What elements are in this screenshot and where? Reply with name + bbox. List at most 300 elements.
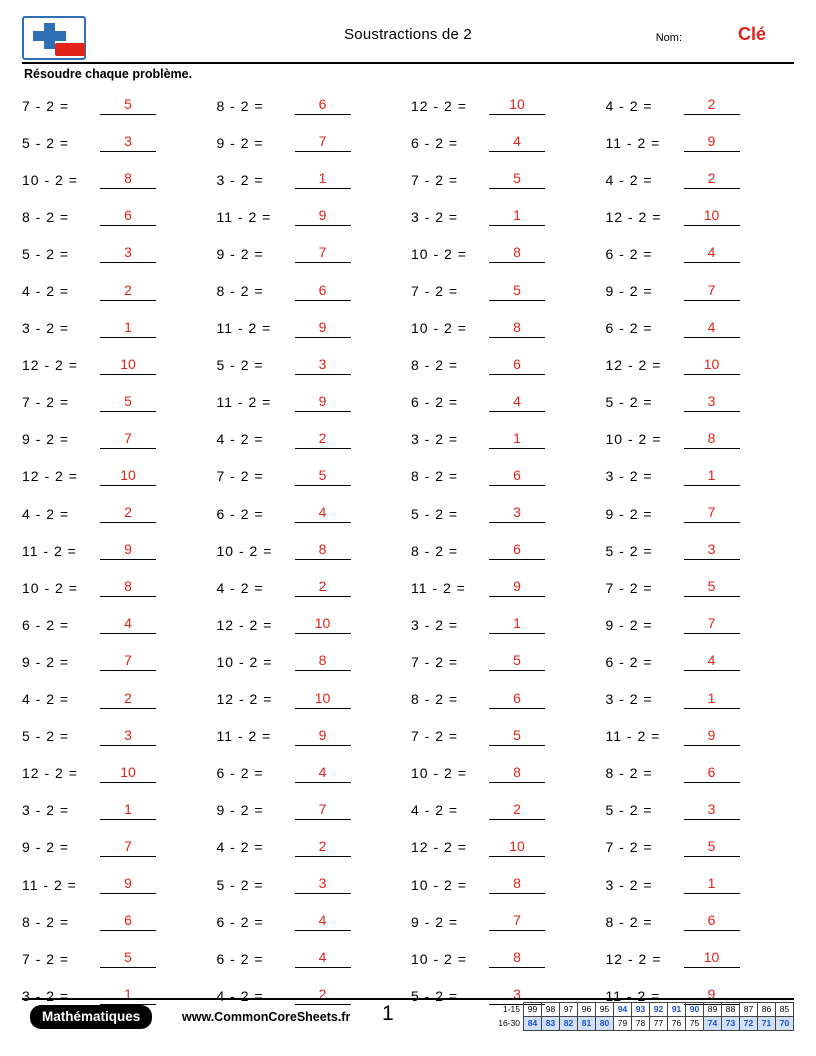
answer-blank[interactable]: 10 [100,467,156,486]
answer-blank[interactable]: 5 [100,949,156,968]
problem-expression: 10 - 2 = [411,950,467,967]
problem-item [411,866,600,903]
answer-blank[interactable]: 8 [100,578,156,597]
problem-item [411,903,600,940]
answer-blank[interactable]: 9 [489,578,545,597]
answer-blank[interactable]: 4 [295,949,351,968]
problem-expression: 10 - 2 = [411,320,467,337]
problem-item [217,87,406,124]
answer-blank[interactable]: 6 [489,356,545,375]
problem-expression: 3 - 2 = [411,616,459,633]
score-cell: 97 [560,1003,578,1017]
score-cell: 86 [758,1003,776,1017]
answer-blank[interactable]: 10 [295,615,351,634]
answer-blank[interactable]: 1 [684,467,740,486]
problem-item [22,903,211,940]
problem-expression: 8 - 2 = [22,208,70,225]
score-cell: 96 [578,1003,596,1017]
problem-item [217,235,406,272]
problem-item [411,235,600,272]
problem-expression: 7 - 2 = [22,97,70,114]
problem-expression: 6 - 2 = [605,320,653,337]
score-cell: 92 [650,1003,668,1017]
problem-expression: 12 - 2 = [216,691,273,708]
problem-item [411,681,600,718]
answer-blank[interactable]: 6 [489,541,545,560]
score-cell: 90 [686,1003,704,1017]
answer-blank[interactable]: 9 [684,986,740,1005]
answer-blank[interactable]: 8 [489,875,545,894]
answer-blank[interactable]: 7 [684,282,740,301]
name-value: Clé [737,24,766,44]
problem-item [411,940,600,977]
answer-blank[interactable]: 3 [100,727,156,746]
problem-item [411,643,600,680]
problem-expression: 3 - 2 = [605,691,653,708]
problem-expression: 11 - 2 = [216,208,272,225]
problem-item [411,421,600,458]
answer-blank[interactable]: 5 [684,838,740,857]
answer-blank[interactable]: 7 [295,801,351,820]
answer-blank[interactable]: 3 [100,133,156,152]
problem-expression: 3 - 2 = [411,208,459,225]
answer-blank[interactable]: 8 [100,170,156,189]
answer-blank[interactable]: 3 [295,875,351,894]
answer-blank[interactable]: 5 [489,170,545,189]
page-title: Soustractions de 2 [344,26,472,43]
problem-item [22,643,211,680]
answer-blank[interactable]: 1 [489,207,545,226]
problem-expression: 12 - 2 = [22,357,78,374]
problem-item [22,792,211,829]
answer-blank[interactable]: 7 [684,504,740,523]
answer-blank[interactable]: 8 [489,764,545,783]
answer-blank[interactable]: 8 [489,244,545,263]
answer-blank[interactable]: 4 [295,912,351,931]
answer-blank[interactable]: 10 [684,356,740,375]
score-cell: 75 [686,1017,704,1031]
answer-blank[interactable]: 9 [100,875,156,894]
answer-blank[interactable]: 8 [489,319,545,338]
answer-blank[interactable]: 7 [295,244,351,263]
problem-expression: 7 - 2 = [411,728,459,745]
answer-blank[interactable]: 10 [489,96,545,115]
problem-item [606,829,795,866]
problem-expression: 11 - 2 = [22,542,77,559]
answer-blank[interactable]: 2 [295,430,351,449]
problem-expression: 7 - 2 = [411,171,459,188]
problem-expression: 11 - 2 = [216,320,272,337]
answer-blank[interactable]: 10 [684,207,740,226]
problem-item [411,755,600,792]
problem-item [606,310,795,347]
answer-blank[interactable]: 4 [295,764,351,783]
problem-item [22,718,211,755]
problem-item [217,458,406,495]
problem-expression: 4 - 2 = [605,97,653,114]
answer-blank[interactable]: 9 [295,319,351,338]
score-cell: 87 [740,1003,758,1017]
answer-blank[interactable]: 1 [489,430,545,449]
problem-item [606,458,795,495]
problem-expression: 9 - 2 = [411,913,459,930]
problem-item [606,606,795,643]
problem-expression: 12 - 2 = [605,208,662,225]
problem-expression: 3 - 2 = [22,802,70,819]
problem-item [411,532,600,569]
problem-expression: 5 - 2 = [411,987,459,1004]
problem-expression: 6 - 2 = [411,134,459,151]
problem-expression: 4 - 2 = [22,691,70,708]
answer-blank[interactable]: 9 [100,541,156,560]
problem-expression: 12 - 2 = [411,839,467,856]
problem-expression: 10 - 2 = [216,542,273,559]
problem-expression: 8 - 2 = [216,283,264,300]
problem-item [22,569,211,606]
problem-item [606,198,795,235]
problem-expression: 4 - 2 = [216,431,264,448]
answer-blank[interactable]: 7 [100,838,156,857]
answer-blank[interactable]: 7 [684,615,740,634]
score-cell: 84 [524,1017,542,1031]
answer-blank[interactable]: 5 [489,652,545,671]
problem-item [606,755,795,792]
problem-expression: 6 - 2 = [216,765,264,782]
score-cell: 82 [560,1017,578,1031]
problem-expression: 7 - 2 = [605,579,653,596]
problem-item [411,347,600,384]
answer-blank[interactable]: 7 [489,912,545,931]
answer-blank[interactable]: 1 [489,615,545,634]
problem-item [606,124,795,161]
problem-expression: 9 - 2 = [216,245,264,262]
answer-blank[interactable]: 1 [684,875,740,894]
problem-item [22,606,211,643]
score-cell: 88 [722,1003,740,1017]
score-cell: 72 [740,1017,758,1031]
problem-expression: 9 - 2 = [216,802,264,819]
answer-blank[interactable]: 9 [295,393,351,412]
problem-expression: 7 - 2 = [411,653,459,670]
problem-item [217,272,406,309]
problem-expression: 4 - 2 = [216,579,264,596]
answer-blank[interactable]: 4 [489,133,545,152]
problem-item [411,792,600,829]
answer-blank[interactable]: 6 [684,912,740,931]
problem-expression: 9 - 2 = [605,283,653,300]
problem-item [606,87,795,124]
answer-blank[interactable]: 2 [295,838,351,857]
answer-blank[interactable]: 3 [684,393,740,412]
answer-blank[interactable]: 1 [295,170,351,189]
score-row-label: 1-15 [502,1004,520,1014]
answer-blank[interactable]: 3 [489,504,545,523]
problem-expression: 12 - 2 = [411,97,467,114]
problem-item [217,569,406,606]
problem-expression: 10 - 2 = [411,765,467,782]
problem-item [217,198,406,235]
score-cell: 73 [722,1017,740,1031]
answer-blank[interactable]: 4 [100,615,156,634]
answer-blank[interactable]: 1 [100,319,156,338]
problem-item [217,718,406,755]
problem-expression: 10 - 2 = [411,245,467,262]
problem-expression: 7 - 2 = [22,394,70,411]
problem-item [22,421,211,458]
problem-item [217,384,406,421]
answer-blank[interactable]: 2 [100,690,156,709]
answer-blank[interactable]: 6 [100,912,156,931]
problem-item [411,198,600,235]
problem-item [22,272,211,309]
answer-blank[interactable]: 7 [100,652,156,671]
problem-item [22,310,211,347]
score-cell: 85 [776,1003,794,1017]
answer-blank[interactable]: 4 [684,319,740,338]
problem-item [411,606,600,643]
problem-expression: 11 - 2 = [216,394,272,411]
problem-item [217,124,406,161]
problem-expression: 5 - 2 = [605,542,653,559]
answer-blank[interactable]: 5 [100,393,156,412]
answer-blank[interactable]: 10 [684,949,740,968]
answer-blank[interactable]: 3 [684,801,740,820]
answer-blank[interactable]: 6 [295,282,351,301]
problem-item [217,829,406,866]
answer-blank[interactable]: 1 [100,986,156,1005]
problem-expression: 5 - 2 = [605,802,653,819]
problem-item [217,310,406,347]
problem-item [411,310,600,347]
problem-expression: 9 - 2 = [22,431,70,448]
problem-item [217,903,406,940]
answer-blank[interactable]: 10 [100,764,156,783]
website-url: www.CommonCoreSheets.fr [182,1010,351,1024]
score-table [494,1002,795,1031]
footer-divider [22,998,794,1000]
answer-blank[interactable]: 6 [684,764,740,783]
answer-blank[interactable]: 2 [489,801,545,820]
answer-blank[interactable]: 1 [684,690,740,709]
problem-item [411,161,600,198]
problem-expression: 8 - 2 = [411,542,459,559]
problem-expression: 4 - 2 = [22,505,70,522]
problem-item [22,495,211,532]
logo-red-block [55,43,85,56]
problem-expression: 11 - 2 = [411,579,466,596]
answer-blank[interactable]: 3 [295,356,351,375]
answer-blank[interactable]: 5 [489,282,545,301]
answer-blank[interactable]: 6 [100,207,156,226]
problem-expression: 4 - 2 = [216,839,264,856]
answer-blank[interactable]: 5 [684,578,740,597]
answer-blank[interactable]: 4 [684,244,740,263]
problem-expression: 4 - 2 = [22,283,70,300]
answer-blank[interactable]: 2 [295,578,351,597]
answer-blank[interactable]: 5 [489,727,545,746]
score-cell: 95 [596,1003,614,1017]
name-label: Nom: [655,32,682,44]
problem-item [22,87,211,124]
answer-blank[interactable]: 9 [295,727,351,746]
problem-item [217,421,406,458]
problem-expression: 11 - 2 = [605,728,661,745]
problem-expression: 3 - 2 = [605,468,653,485]
score-cell: 94 [614,1003,632,1017]
answer-blank[interactable]: 7 [100,430,156,449]
problem-item [606,792,795,829]
answer-blank[interactable]: 3 [489,986,545,1005]
score-row-label: 16-30 [498,1018,520,1028]
problem-expression: 10 - 2 = [411,876,467,893]
answer-blank[interactable]: 2 [295,986,351,1005]
answer-blank[interactable]: 2 [684,96,740,115]
score-cell: 99 [524,1003,542,1017]
problem-expression: 8 - 2 = [605,913,653,930]
problem-item [22,681,211,718]
problem-item [606,866,795,903]
problem-item [217,606,406,643]
problem-item [606,718,795,755]
problem-item [606,272,795,309]
worksheet-footer [22,998,794,1042]
score-cell: 80 [596,1017,614,1031]
problem-item [606,421,795,458]
score-cell: 78 [632,1017,650,1031]
score-row [494,1003,794,1017]
answer-blank[interactable]: 4 [295,504,351,523]
problem-expression: 10 - 2 = [22,171,78,188]
problem-expression: 9 - 2 = [605,616,653,633]
problem-expression: 9 - 2 = [22,653,70,670]
problem-item [411,718,600,755]
answer-blank[interactable]: 8 [684,430,740,449]
answer-blank[interactable]: 2 [100,504,156,523]
problem-expression: 3 - 2 = [22,320,70,337]
answer-blank[interactable]: 2 [100,282,156,301]
problem-item [217,866,406,903]
problem-expression: 7 - 2 = [411,283,459,300]
problem-item [217,755,406,792]
answer-blank[interactable]: 10 [100,356,156,375]
problem-expression: 10 - 2 = [605,431,662,448]
answer-blank[interactable]: 8 [489,949,545,968]
problem-item [217,532,406,569]
score-cell: 83 [542,1017,560,1031]
header-divider [22,62,794,64]
problem-item [411,569,600,606]
problem-item [606,161,795,198]
score-cell: 89 [704,1003,722,1017]
problem-expression: 11 - 2 = [605,134,661,151]
score-cell: 70 [776,1017,794,1031]
problem-item [606,235,795,272]
problem-item [606,495,795,532]
score-cell: 79 [614,1017,632,1031]
problem-expression: 6 - 2 = [216,505,264,522]
problem-item [411,272,600,309]
problem-expression: 11 - 2 = [22,876,77,893]
problem-item [411,384,600,421]
answer-blank[interactable]: 10 [489,838,545,857]
problem-expression: 8 - 2 = [216,97,264,114]
problem-item [22,198,211,235]
problem-expression: 3 - 2 = [605,876,653,893]
problem-item [411,829,600,866]
answer-blank[interactable]: 9 [295,207,351,226]
problem-item [217,792,406,829]
answer-blank[interactable]: 4 [489,393,545,412]
answer-blank[interactable]: 8 [295,541,351,560]
problem-item [411,87,600,124]
problem-item [606,347,795,384]
problem-expression: 7 - 2 = [605,839,653,856]
score-cell: 77 [650,1017,668,1031]
problem-expression: 4 - 2 = [216,987,264,1004]
page-number: 1 [382,1002,394,1025]
problem-expression: 6 - 2 = [605,245,653,262]
brand-badge: Mathématiques [30,1005,152,1029]
problem-expression: 5 - 2 = [411,505,459,522]
answer-blank[interactable]: 4 [684,652,740,671]
answer-blank[interactable]: 5 [295,467,351,486]
problem-item [217,161,406,198]
problem-item [22,829,211,866]
answer-blank[interactable]: 6 [295,96,351,115]
problem-item [22,347,211,384]
problem-expression: 4 - 2 = [411,802,459,819]
problem-item [217,347,406,384]
problem-expression: 8 - 2 = [411,357,459,374]
problem-expression: 6 - 2 = [216,950,264,967]
score-cell: 93 [632,1003,650,1017]
answer-blank[interactable]: 10 [295,690,351,709]
problem-expression: 5 - 2 = [605,394,653,411]
problem-expression: 5 - 2 = [22,245,70,262]
answer-blank[interactable]: 3 [100,244,156,263]
problem-item [606,681,795,718]
problem-expression: 5 - 2 = [216,876,264,893]
worksheet-header [22,14,794,62]
answer-blank[interactable]: 6 [489,690,545,709]
problem-item [22,866,211,903]
answer-blank[interactable]: 2 [684,170,740,189]
problem-item [606,903,795,940]
problem-item [606,569,795,606]
problem-expression: 12 - 2 = [22,468,78,485]
answer-blank[interactable]: 6 [489,467,545,486]
answer-blank[interactable]: 9 [684,133,740,152]
problem-expression: 6 - 2 = [411,394,459,411]
answer-blank[interactable]: 3 [684,541,740,560]
score-cell: 76 [668,1017,686,1031]
problem-expression: 9 - 2 = [216,134,264,151]
problem-item [217,495,406,532]
score-row [494,1017,794,1031]
problem-item [22,124,211,161]
problem-item [22,532,211,569]
answer-blank[interactable]: 8 [295,652,351,671]
problem-item [217,681,406,718]
answer-blank[interactable]: 7 [295,133,351,152]
answer-blank[interactable]: 9 [684,727,740,746]
problem-item [411,495,600,532]
answer-blank[interactable]: 1 [100,801,156,820]
problem-item [22,384,211,421]
answer-blank[interactable]: 5 [100,96,156,115]
problem-expression: 9 - 2 = [22,839,70,856]
problem-expression: 10 - 2 = [22,579,78,596]
